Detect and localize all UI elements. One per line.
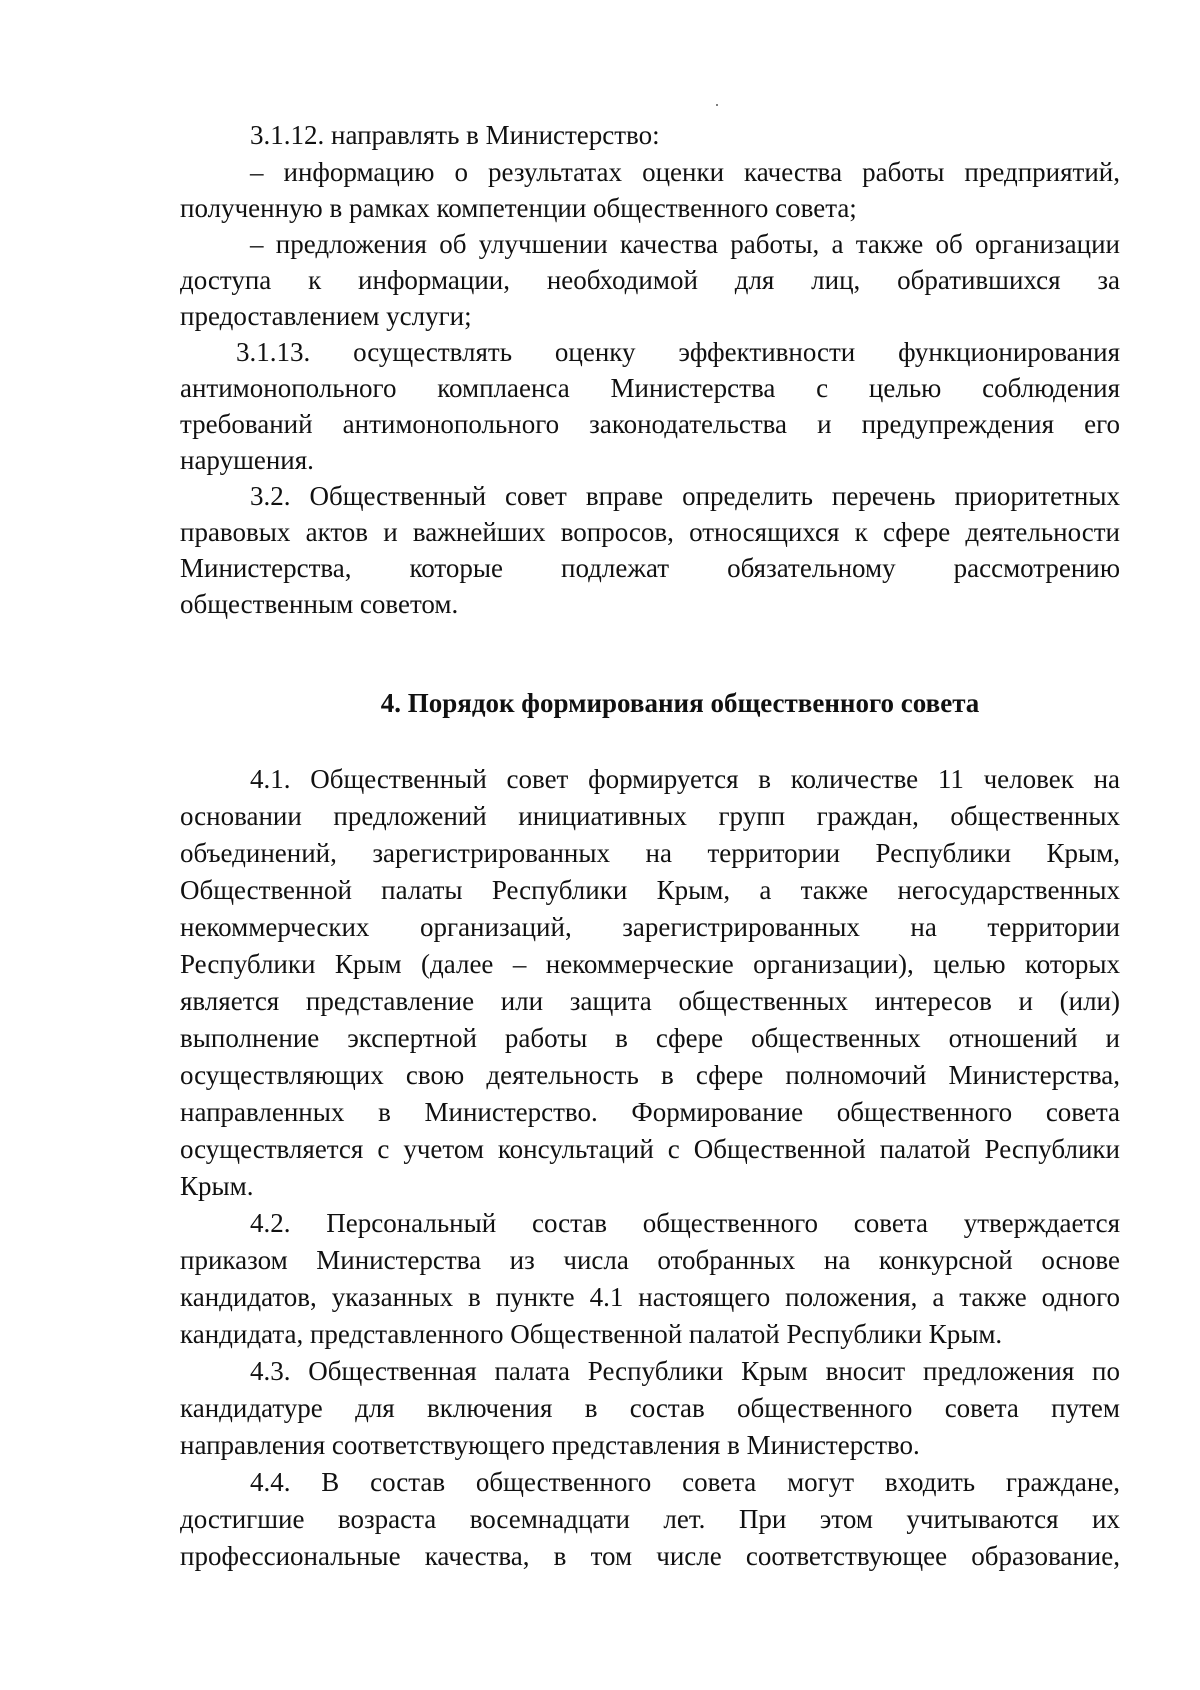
text-line: 3.2. Общественный совет вправе определить перечень приоритетных <box>250 481 1120 511</box>
text-line: требований антимонопольного законодательства и предупреждения его <box>180 409 1120 439</box>
text-line: – информацию о результатах оценки качества работы предприятий, <box>250 157 1120 187</box>
text-line: основании предложений инициативных групп граждан, общественных <box>180 801 1120 831</box>
text-line: 4.1. Общественный совет формируется в количестве 11 человек на <box>250 764 1120 794</box>
text-line: направленных в Министерство. Формирование общественного совета <box>180 1097 1120 1127</box>
text-line: достигшие возраста восемнадцати лет. При этом учитываются их <box>180 1504 1120 1534</box>
text-line: профессиональные качества, в том числе соответствующее образование, <box>180 1541 1120 1571</box>
text-line: осуществляющих свою деятельность в сфере полномочий Министерства, <box>180 1060 1120 1090</box>
text-line: – предложения об улучшении качества работы, а также об организации <box>250 229 1120 259</box>
text-line: 4.2. Персональный состав общественного совета утверждается <box>250 1208 1120 1238</box>
section-heading: 4. Порядок формирования общественного совета <box>380 688 980 718</box>
text-line: Общественной палаты Республики Крым, а также негосударственных <box>180 875 1120 905</box>
text-line: кандидата, представленного Общественной палатой Республики Крым. <box>180 1319 1003 1349</box>
text-line: нарушения. <box>180 445 314 475</box>
text-line: кандидатуре для включения в состав общественного совета путем <box>180 1393 1120 1423</box>
text-line: доступа к информации, необходимой для лиц, обратившихся за <box>180 265 1120 295</box>
text-line: некоммерческих организаций, зарегистрированных на территории <box>180 912 1120 942</box>
text-line: является представление или защита общественных интересов и (или) <box>180 986 1120 1016</box>
text-line: полученную в рамках компетенции общественного совета; <box>180 193 857 223</box>
text-line: осуществляется с учетом консультаций с Общественной палатой Республики <box>180 1134 1120 1164</box>
text-line: предоставлением услуги; <box>180 301 472 331</box>
text-line: антимонопольного комплаенса Министерства с целью соблюдения <box>180 373 1120 403</box>
text-line: направления соответствующего представления в Министерство. <box>180 1430 920 1460</box>
text-line: Министерства, которые подлежат обязательному рассмотрению <box>180 553 1120 583</box>
text-line: выполнение экспертной работы в сфере общественных отношений и <box>180 1023 1120 1053</box>
text-line: объединений, зарегистрированных на территории Республики Крым, <box>180 838 1120 868</box>
text-line: 4.3. Общественная палата Республики Крым вносит предложения по <box>250 1356 1120 1386</box>
text-line: 3.1.13. осуществлять оценку эффективности функционирования <box>236 337 1120 367</box>
text-line: правовых актов и важнейших вопросов, относящихся к сфере деятельности <box>180 517 1120 547</box>
text-line: приказом Министерства из числа отобранных на конкурсной основе <box>180 1245 1120 1275</box>
text-line: общественным советом. <box>180 589 459 619</box>
text-line: Республики Крым (далее – некоммерческие организации), целью которых <box>180 949 1120 979</box>
text-line: 4.4. В состав общественного совета могут входить граждане, <box>250 1467 1120 1497</box>
scan-speck <box>716 104 718 106</box>
text-line: Крым. <box>180 1171 254 1201</box>
text-line: кандидатов, указанных в пункте 4.1 настоящего положения, а также одного <box>180 1282 1120 1312</box>
text-line: 3.1.12. направлять в Министерство: <box>250 120 660 150</box>
